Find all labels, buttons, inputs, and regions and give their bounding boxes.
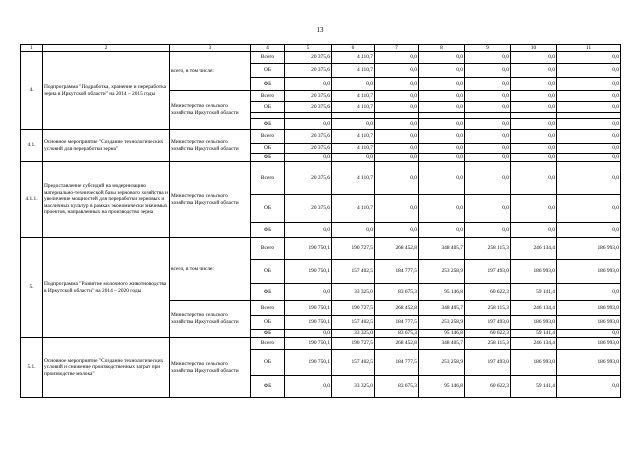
value-cell: 157 402,5 (332, 260, 375, 284)
value-cell: 33 325,0 (332, 330, 375, 338)
value-cell: 0,0 (557, 223, 621, 238)
value-cell: 0,0 (375, 154, 419, 162)
value-cell: 186 993,0 (557, 301, 621, 316)
header-cell: 1 (21, 45, 43, 52)
value-cell: 0,0 (465, 102, 511, 113)
source-cell: ФБ (251, 284, 285, 301)
header-cell: 9 (465, 45, 511, 52)
header-cell: 3 (170, 45, 251, 52)
row-executor: Министерство сельского хозяйства Иркутской области (170, 301, 251, 338)
row-executor: Министерство сельского хозяйства Иркутской области (170, 338, 251, 398)
value-cell: 0,0 (375, 162, 419, 195)
value-cell: 157 402,5 (332, 316, 375, 330)
value-cell: 0,0 (465, 195, 511, 223)
value-cell: 190 750,1 (285, 301, 332, 316)
value-cell: 0,0 (557, 195, 621, 223)
value-cell: 0,0 (511, 102, 557, 113)
value-cell: 0,0 (419, 52, 465, 64)
row-number: 5.1. (21, 338, 43, 398)
value-cell: 197 493,0 (465, 316, 511, 330)
value-cell: 20 375,6 (285, 162, 332, 195)
value-cell: 0,0 (511, 154, 557, 162)
value-cell: 0,0 (511, 223, 557, 238)
value-cell: 184 777,5 (375, 316, 419, 330)
value-cell: 348 405,7 (419, 338, 465, 350)
value-cell: 0,0 (557, 119, 621, 130)
source-cell: Всего (251, 238, 285, 260)
table-row (21, 238, 621, 260)
header-cell: 7 (375, 45, 419, 52)
value-cell: 20 375,6 (285, 130, 332, 144)
source-cell: ФБ (251, 376, 285, 398)
value-cell: 0,0 (375, 102, 419, 113)
row-number: 4.1. (21, 130, 43, 162)
value-cell: 0,0 (285, 284, 332, 301)
value-cell: 95 146,8 (419, 330, 465, 338)
value-cell: 190 750,1 (285, 338, 332, 350)
value-cell: 0,0 (557, 91, 621, 102)
value-cell: 268 452,8 (375, 301, 419, 316)
value-cell: 190 750,1 (285, 260, 332, 284)
value-cell: 253 258,9 (419, 350, 465, 376)
value-cell: 59 141,4 (511, 330, 557, 338)
row-executor: всего, в том числе: (170, 238, 251, 301)
value-cell: 186 993,0 (557, 260, 621, 284)
value-cell: 0,0 (465, 91, 511, 102)
value-cell: 0,0 (375, 64, 419, 78)
value-cell: 0,0 (419, 102, 465, 113)
source-cell: Всего (251, 162, 285, 195)
value-cell: 268 452,8 (375, 338, 419, 350)
source-cell: ОБ (251, 144, 285, 154)
value-cell: 197 493,0 (465, 350, 511, 376)
value-cell: 60 622,3 (465, 284, 511, 301)
value-cell: 0,0 (557, 78, 621, 91)
value-cell: 258 115,3 (465, 301, 511, 316)
value-cell: 4 110,7 (332, 144, 375, 154)
value-cell: 0,0 (465, 130, 511, 144)
value-cell: 348 405,7 (419, 238, 465, 260)
value-cell: 0,0 (465, 144, 511, 154)
value-cell: 246 134,4 (511, 301, 557, 316)
value-cell: 186 993,0 (511, 350, 557, 376)
value-cell: 59 141,4 (511, 284, 557, 301)
header-row (21, 45, 621, 52)
value-cell: 186 993,0 (557, 316, 621, 330)
row-name: Основное мероприятие "Создание технологических условий и снижение производственных затрат при производстве молока" (43, 338, 170, 398)
source-cell: ОБ (251, 102, 285, 113)
value-cell: 33 325,0 (332, 376, 375, 398)
value-cell: 0,0 (285, 376, 332, 398)
value-cell: 0,0 (419, 64, 465, 78)
source-cell: ФБ (251, 154, 285, 162)
value-cell: 83 675,3 (375, 330, 419, 338)
value-cell: 157 402,5 (332, 350, 375, 376)
value-cell: 20 375,6 (285, 52, 332, 64)
value-cell: 0,0 (557, 330, 621, 338)
value-cell: 0,0 (332, 154, 375, 162)
value-cell: 0,0 (465, 78, 511, 91)
value-cell: 348 405,7 (419, 301, 465, 316)
value-cell: 0,0 (285, 330, 332, 338)
row-executor: Министерство сельского хозяйства Иркутской области (170, 91, 251, 130)
value-cell: 0,0 (419, 119, 465, 130)
header-cell: 8 (419, 45, 465, 52)
source-cell: Всего (251, 338, 285, 350)
source-cell: ОБ (251, 64, 285, 78)
value-cell: 0,0 (465, 162, 511, 195)
value-cell: 186 993,0 (557, 338, 621, 350)
value-cell: 0,0 (285, 78, 332, 91)
value-cell: 0,0 (557, 144, 621, 154)
source-cell: Всего (251, 91, 285, 102)
value-cell: 268 452,8 (375, 238, 419, 260)
header-cell: 5 (285, 45, 332, 52)
value-cell: 95 146,8 (419, 376, 465, 398)
source-cell: Всего (251, 130, 285, 144)
table-row (21, 162, 621, 195)
value-cell: 95 146,8 (419, 284, 465, 301)
value-cell: 0,0 (557, 52, 621, 64)
value-cell: 0,0 (375, 130, 419, 144)
row-name: Подпрограмма "Подработка, хранение и переработка зерна в Иркутской области" на 2014 – 2015 годы (43, 52, 170, 130)
value-cell: 0,0 (511, 119, 557, 130)
budget-table (20, 44, 621, 398)
value-cell: 0,0 (419, 162, 465, 195)
value-cell: 0,0 (557, 64, 621, 78)
value-cell: 0,0 (511, 162, 557, 195)
value-cell: 0,0 (375, 78, 419, 91)
value-cell: 0,0 (285, 223, 332, 238)
value-cell: 0,0 (557, 376, 621, 398)
value-cell: 184 777,5 (375, 260, 419, 284)
value-cell: 20 375,6 (285, 144, 332, 154)
value-cell: 0,0 (332, 119, 375, 130)
value-cell: 20 375,6 (285, 91, 332, 102)
value-cell: 4 110,7 (332, 52, 375, 64)
value-cell: 20 375,6 (285, 195, 332, 223)
value-cell: 0,0 (375, 223, 419, 238)
value-cell: 0,0 (511, 52, 557, 64)
source-cell: ОБ (251, 350, 285, 376)
row-number: 5. (21, 238, 43, 338)
row-name: Подпрограмма "Развитие молочного животноводства в Иркутской области" на 2014 – 2020 годы (43, 238, 170, 338)
source-cell: ОБ (251, 260, 285, 284)
value-cell: 258 115,3 (465, 238, 511, 260)
value-cell: 83 675,3 (375, 376, 419, 398)
row-number: 4. (21, 52, 43, 130)
row-executor: Министерство сельского хозяйства Иркутской области (170, 162, 251, 238)
value-cell: 186 993,0 (511, 316, 557, 330)
value-cell: 0,0 (557, 102, 621, 113)
value-cell: 0,0 (332, 223, 375, 238)
value-cell: 0,0 (419, 195, 465, 223)
value-cell: 0,0 (375, 119, 419, 130)
value-cell: 190 727,5 (332, 301, 375, 316)
value-cell: 246 134,4 (511, 238, 557, 260)
table-row (21, 130, 621, 144)
value-cell: 20 375,6 (285, 64, 332, 78)
header-cell: 10 (511, 45, 557, 52)
value-cell: 0,0 (511, 195, 557, 223)
source-cell: ФБ (251, 223, 285, 238)
value-cell: 0,0 (419, 130, 465, 144)
source-cell: Всего (251, 301, 285, 316)
value-cell: 197 493,0 (465, 260, 511, 284)
value-cell: 4 110,7 (332, 195, 375, 223)
value-cell: 0,0 (511, 91, 557, 102)
value-cell: 0,0 (375, 91, 419, 102)
header-cell: 11 (557, 45, 621, 52)
value-cell: 190 750,1 (285, 238, 332, 260)
value-cell: 186 993,0 (557, 350, 621, 376)
value-cell: 0,0 (511, 130, 557, 144)
value-cell: 0,0 (285, 119, 332, 130)
source-cell: Всего (251, 52, 285, 64)
value-cell: 253 258,9 (419, 260, 465, 284)
value-cell: 4 110,7 (332, 162, 375, 195)
value-cell: 184 777,5 (375, 350, 419, 376)
value-cell: 0,0 (375, 195, 419, 223)
value-cell: 0,0 (511, 78, 557, 91)
value-cell: 0,0 (511, 144, 557, 154)
value-cell: 33 325,0 (332, 284, 375, 301)
value-cell: 0,0 (511, 64, 557, 78)
value-cell: 4 110,7 (332, 91, 375, 102)
row-executor: Министерство сельского хозяйства Иркутской области (170, 130, 251, 162)
value-cell: 0,0 (465, 154, 511, 162)
value-cell: 0,0 (285, 154, 332, 162)
header-cell: 2 (43, 45, 170, 52)
value-cell: 0,0 (375, 144, 419, 154)
value-cell: 258 115,3 (465, 338, 511, 350)
value-cell: 190 750,1 (285, 350, 332, 376)
value-cell: 4 110,7 (332, 102, 375, 113)
table-row (21, 52, 621, 64)
header-cell: 6 (332, 45, 375, 52)
value-cell: 0,0 (419, 154, 465, 162)
value-cell: 0,0 (419, 223, 465, 238)
value-cell: 0,0 (557, 154, 621, 162)
value-cell: 0,0 (419, 91, 465, 102)
value-cell: 0,0 (557, 162, 621, 195)
value-cell: 0,0 (465, 119, 511, 130)
row-name: Основное мероприятие "Создание технологических условий для переработки зерна" (43, 130, 170, 162)
value-cell: 186 993,0 (511, 260, 557, 284)
value-cell: 190 727,5 (332, 238, 375, 260)
source-cell: ОБ (251, 195, 285, 223)
source-cell: ОБ (251, 316, 285, 330)
value-cell: 59 141,4 (511, 376, 557, 398)
value-cell: 4 110,7 (332, 64, 375, 78)
header-cell: 4 (251, 45, 285, 52)
source-cell: ФБ (251, 330, 285, 338)
value-cell: 0,0 (419, 78, 465, 91)
value-cell: 60 622,3 (465, 330, 511, 338)
value-cell: 83 675,3 (375, 284, 419, 301)
value-cell: 0,0 (375, 52, 419, 64)
value-cell: 0,0 (465, 52, 511, 64)
value-cell: 0,0 (465, 64, 511, 78)
source-cell: ФБ (251, 78, 285, 91)
value-cell: 190 727,5 (332, 338, 375, 350)
value-cell: 60 622,3 (465, 376, 511, 398)
row-name: Предоставление субсидий на модернизацию материально-технической базы зернового хозяйства и увеличение мощностей для переработки зерновых и масличных культур в рамках экономически значимых проектов, направленных на производство зерна (43, 162, 170, 238)
table-row (21, 338, 621, 350)
value-cell: 0,0 (419, 144, 465, 154)
row-executor: всего, в том числе: (170, 52, 251, 91)
value-cell: 20 375,6 (285, 102, 332, 113)
page-number: 13 (316, 26, 324, 34)
source-cell: ФБ (251, 119, 285, 130)
value-cell: 0,0 (332, 78, 375, 91)
value-cell: 0,0 (557, 130, 621, 144)
value-cell: 246 134,4 (511, 338, 557, 350)
value-cell: 0,0 (465, 223, 511, 238)
value-cell: 4 110,7 (332, 130, 375, 144)
value-cell: 186 993,0 (557, 238, 621, 260)
value-cell: 253 258,9 (419, 316, 465, 330)
row-number: 4.1.1. (21, 162, 43, 238)
value-cell: 0,0 (557, 284, 621, 301)
value-cell: 190 750,1 (285, 316, 332, 330)
